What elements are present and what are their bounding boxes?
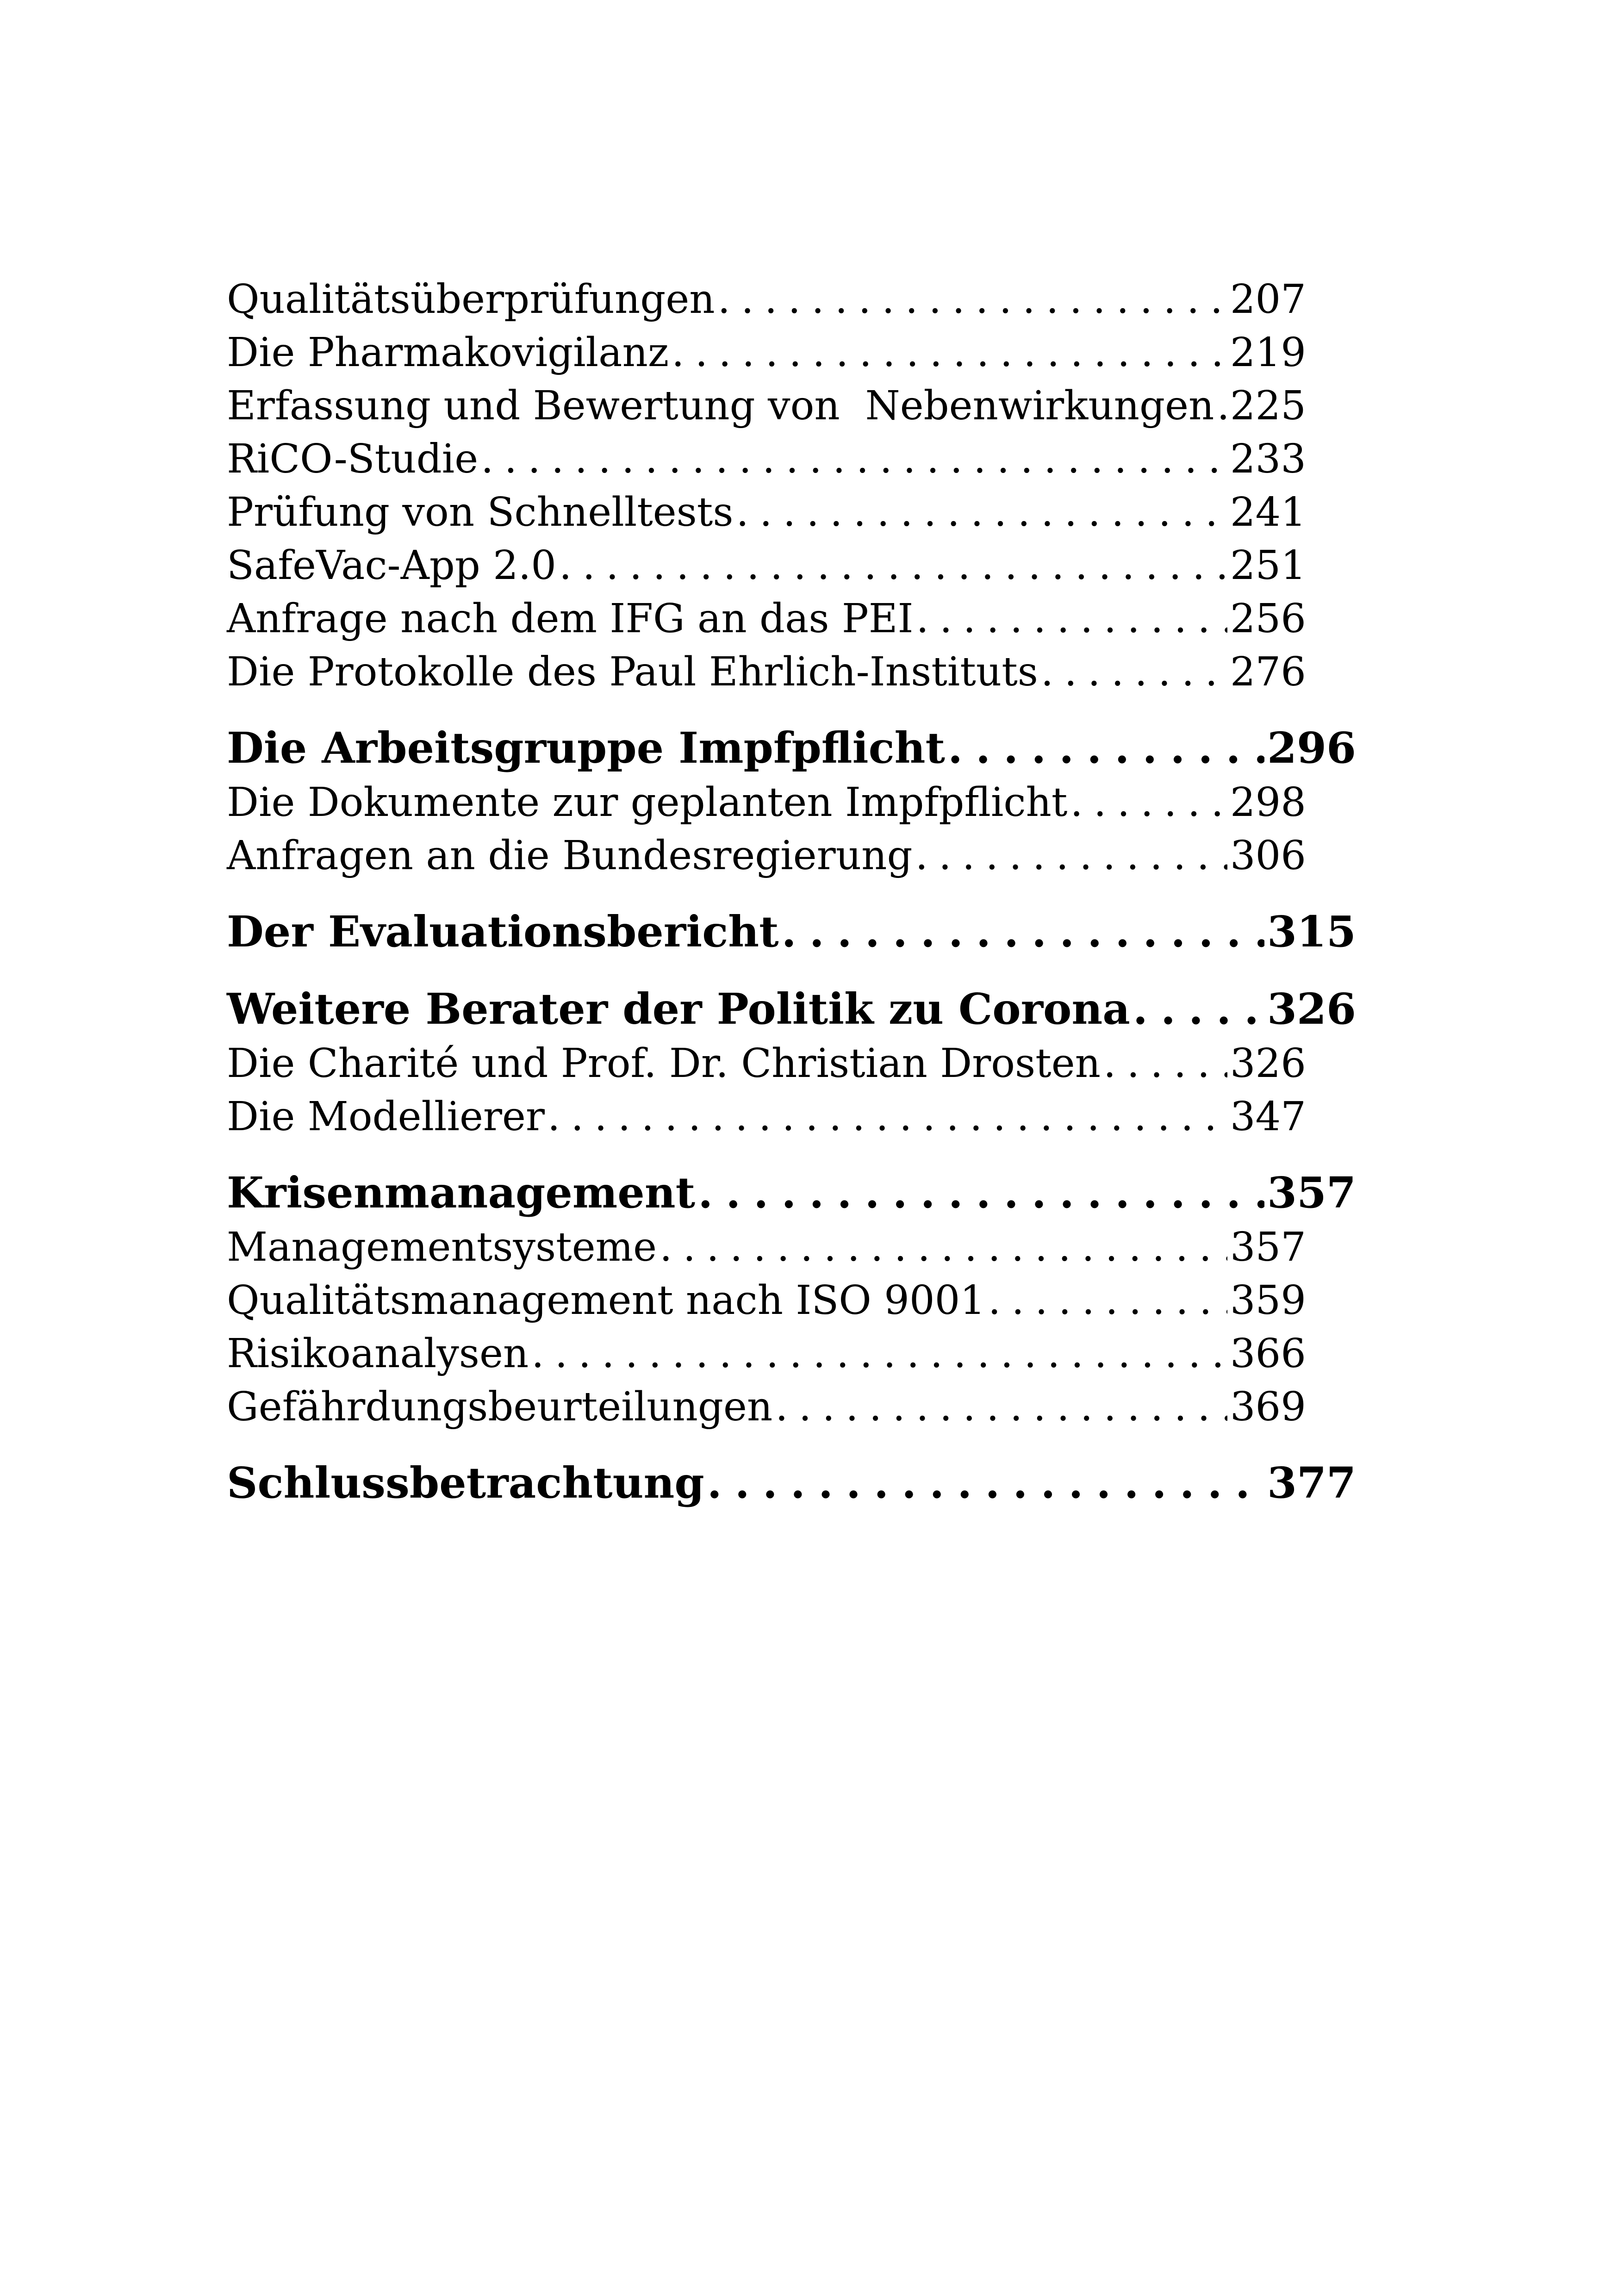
toc-entry-title: Prüfung von Schnelltests — [227, 489, 734, 535]
dot-leader — [948, 720, 1264, 776]
toc-entry[interactable] — [227, 380, 1306, 433]
toc-entry-page: 347 — [1230, 1094, 1306, 1140]
dot-leader — [531, 1327, 1227, 1381]
toc-entry-title: RiCO-Studie — [227, 436, 479, 482]
toc-chapter-title: Schlussbetrachtung — [227, 1458, 704, 1508]
dot-leader — [660, 1221, 1227, 1274]
toc-entry-page: 241 — [1230, 489, 1306, 535]
toc-entry-page: 276 — [1230, 649, 1306, 695]
toc-entry[interactable] — [227, 1090, 1306, 1144]
toc-entry-title: Managementsysteme — [227, 1224, 657, 1270]
dot-leader — [1103, 1037, 1227, 1090]
toc-entry[interactable] — [227, 646, 1306, 699]
toc-chapter[interactable] — [227, 720, 1356, 776]
toc-chapter[interactable] — [227, 1455, 1356, 1511]
toc-entry[interactable] — [227, 1381, 1306, 1434]
toc-entry-page: 359 — [1230, 1277, 1306, 1324]
toc-entry[interactable] — [227, 592, 1306, 646]
dot-leader — [988, 1274, 1227, 1327]
dot-leader — [707, 1455, 1264, 1511]
toc-entry-title: Qualitätsüberprüfungen — [227, 276, 715, 323]
toc-entry-page: 357 — [1230, 1224, 1306, 1270]
toc-entry-title: Die Dokumente zur geplanten Impfpflicht — [227, 779, 1068, 826]
dot-leader — [698, 1164, 1264, 1221]
toc-entry-page: 225 — [1230, 383, 1306, 429]
toc-entry-page: 306 — [1230, 833, 1306, 879]
dot-leader — [1133, 981, 1264, 1037]
dot-leader — [736, 486, 1227, 539]
toc-entry-page: 207 — [1230, 276, 1306, 323]
toc-chapter[interactable] — [227, 1164, 1356, 1221]
table-of-contents — [227, 273, 1357, 1511]
toc-chapter-page: 357 — [1267, 1168, 1356, 1218]
toc-entry[interactable] — [227, 433, 1306, 486]
toc-entry-page: 251 — [1230, 542, 1306, 589]
toc-chapter[interactable] — [227, 981, 1356, 1037]
dot-leader — [718, 273, 1227, 326]
toc-chapter-title: Der Evaluationsbericht — [227, 907, 779, 957]
toc-entry-page: 366 — [1230, 1331, 1306, 1377]
dot-leader — [782, 903, 1264, 960]
toc-entry-title: Die Protokolle des Paul Ehrlich-Instituts — [227, 649, 1038, 695]
dot-leader — [481, 433, 1227, 486]
toc-entry-title: Die Charité und Prof. Dr. Christian Drosten — [227, 1040, 1101, 1087]
toc-entry[interactable] — [227, 539, 1306, 592]
dot-leader — [548, 1090, 1227, 1144]
dot-leader — [916, 592, 1227, 646]
toc-entry[interactable] — [227, 776, 1306, 829]
toc-chapter-page: 315 — [1267, 907, 1356, 957]
toc-entry[interactable] — [227, 486, 1306, 539]
toc-entry[interactable] — [227, 273, 1306, 326]
toc-entry-page: 233 — [1230, 436, 1306, 482]
dot-leader — [915, 829, 1227, 883]
toc-entry-title: Die Modellierer — [227, 1094, 545, 1140]
toc-entry[interactable] — [227, 1274, 1306, 1327]
toc-chapter-page: 326 — [1267, 984, 1356, 1034]
toc-chapter-page: 296 — [1267, 723, 1356, 773]
toc-chapter-title: Die Arbeitsgruppe Impfpflicht — [227, 723, 946, 773]
toc-entry-page: 298 — [1230, 779, 1306, 826]
dot-leader — [1070, 776, 1227, 829]
toc-chapter-title: Krisenmanagement — [227, 1168, 696, 1218]
dot-leader — [1217, 380, 1227, 433]
dot-leader — [1041, 646, 1227, 699]
toc-entry-title: Qualitätsmanagement nach ISO 9001 — [227, 1277, 985, 1324]
toc-entry[interactable] — [227, 1037, 1306, 1090]
toc-entry[interactable] — [227, 326, 1306, 380]
dot-leader — [672, 326, 1227, 380]
toc-entry-title: Anfragen an die Bundesregierung — [227, 833, 913, 879]
toc-chapter-page: 377 — [1267, 1458, 1356, 1508]
toc-entry-page: 219 — [1230, 330, 1306, 376]
toc-entry-title: Gefährdungsbeurteilungen — [227, 1384, 773, 1430]
toc-entry-page: 256 — [1230, 596, 1306, 642]
toc-entry-title: Anfrage nach dem IFG an das PEI — [227, 596, 914, 642]
toc-entry-title: Risikoanalysen — [227, 1331, 529, 1377]
toc-entry[interactable] — [227, 829, 1306, 883]
toc-entry-title: Erfassung und Bewertung von Nebenwirkungen — [227, 383, 1214, 429]
toc-chapter-title: Weitere Berater der Politik zu Corona — [227, 984, 1130, 1034]
toc-entry[interactable] — [227, 1327, 1306, 1381]
toc-chapter[interactable] — [227, 903, 1356, 960]
toc-entry-title: SafeVac-App 2.0 — [227, 542, 556, 589]
dot-leader — [559, 539, 1227, 592]
toc-entry-title: Die Pharmakovigilanz — [227, 330, 669, 376]
toc-entry-page: 369 — [1230, 1384, 1306, 1430]
dot-leader — [775, 1381, 1227, 1434]
toc-entry-page: 326 — [1230, 1040, 1306, 1087]
toc-entry[interactable] — [227, 1221, 1306, 1274]
